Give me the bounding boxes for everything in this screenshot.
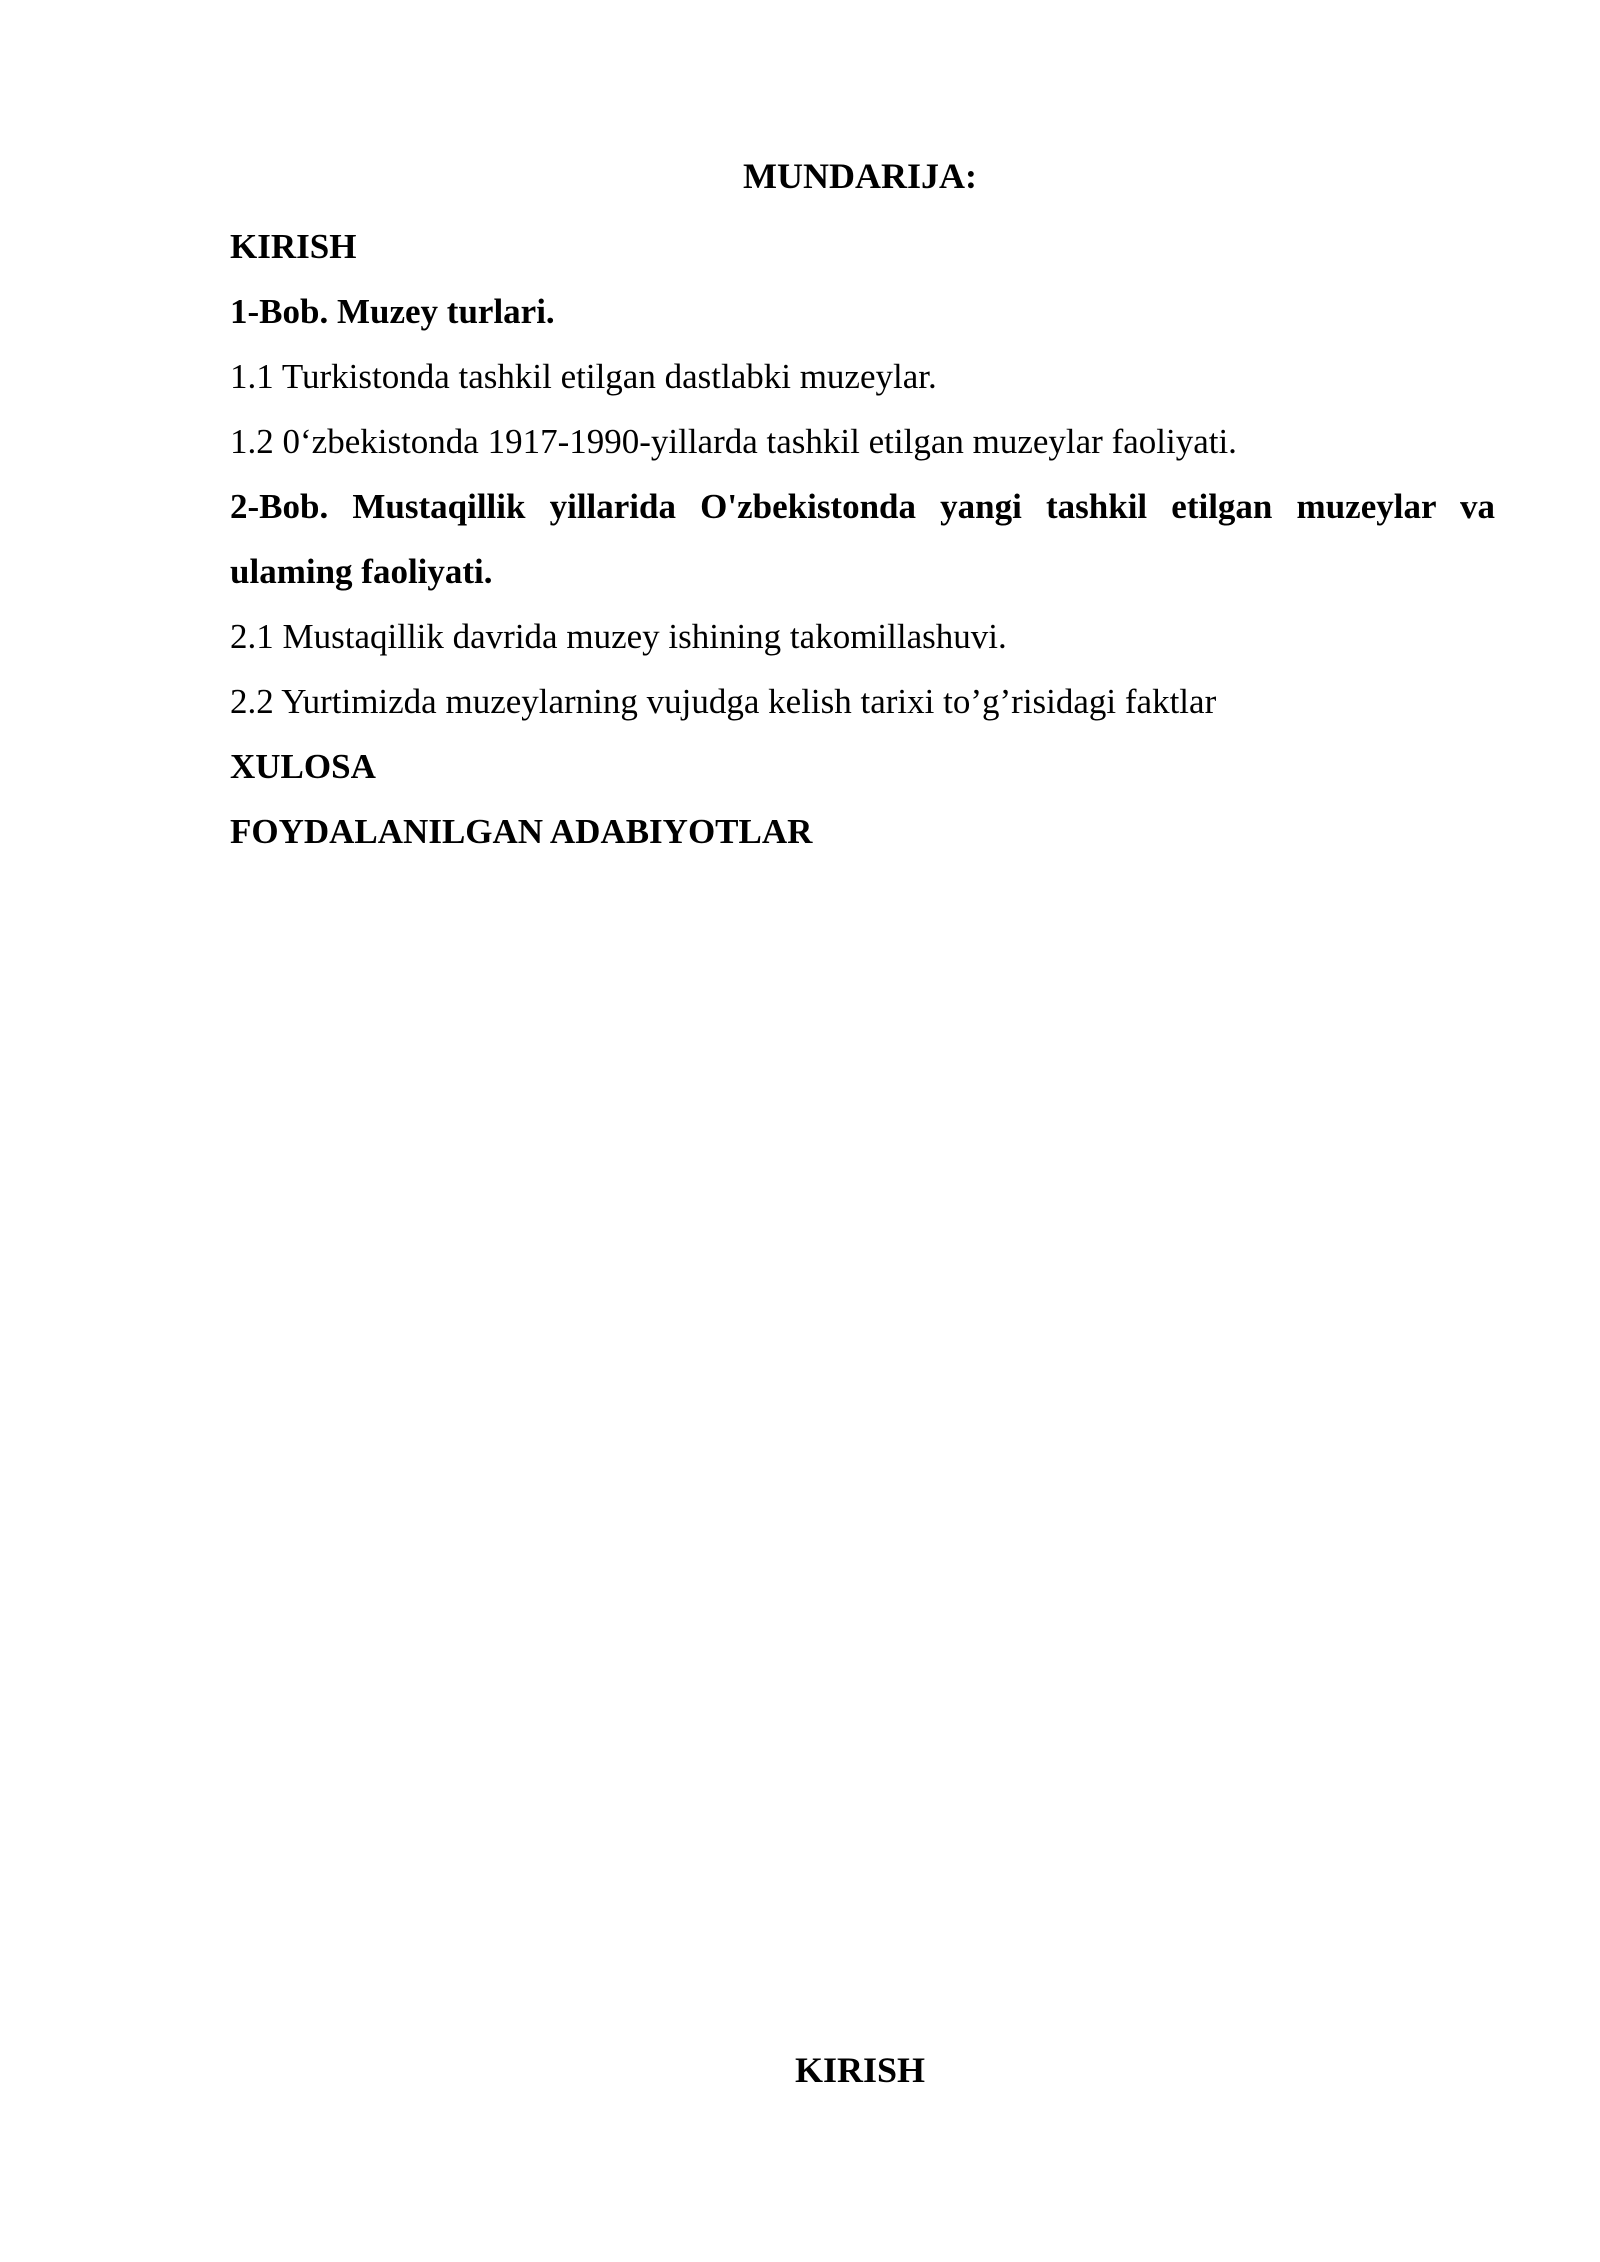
section-heading-kirish: KIRISH	[794, 2050, 926, 2090]
toc-item-1-1: 1.1 Turkistonda tashkil etilgan dastlabki muzeylar.	[230, 357, 937, 396]
toc-item-xulosa: XULOSA	[230, 747, 376, 786]
toc-item-references: FOYDALANILGAN ADABIYOTLAR	[230, 812, 813, 851]
toc-item-chapter-1: 1-Bob. Muzey turlari.	[230, 292, 555, 331]
toc-title: MUNDARIJA:	[743, 156, 977, 196]
toc-item-2-2: 2.2 Yurtimizda muzeylarning vujudga kelish tarixi to’g’risidagi faktlar	[230, 682, 1217, 721]
toc-item-chapter-2: 2-Bob. Mustaqillik yillarida O'zbekistonda yangi tashkil etilgan muzeylar va ulaming faoliyati.	[230, 487, 1495, 591]
toc-item-1-2: 1.2 0‘zbekistonda 1917-1990-yillarda tashkil etilgan muzeylar faoliyati.	[230, 422, 1237, 461]
toc-list	[230, 214, 1495, 864]
toc-item-kirish: KIRISH	[230, 227, 357, 266]
toc-item-2-1: 2.1 Mustaqillik davrida muzey ishining takomillashuvi.	[230, 617, 1007, 656]
